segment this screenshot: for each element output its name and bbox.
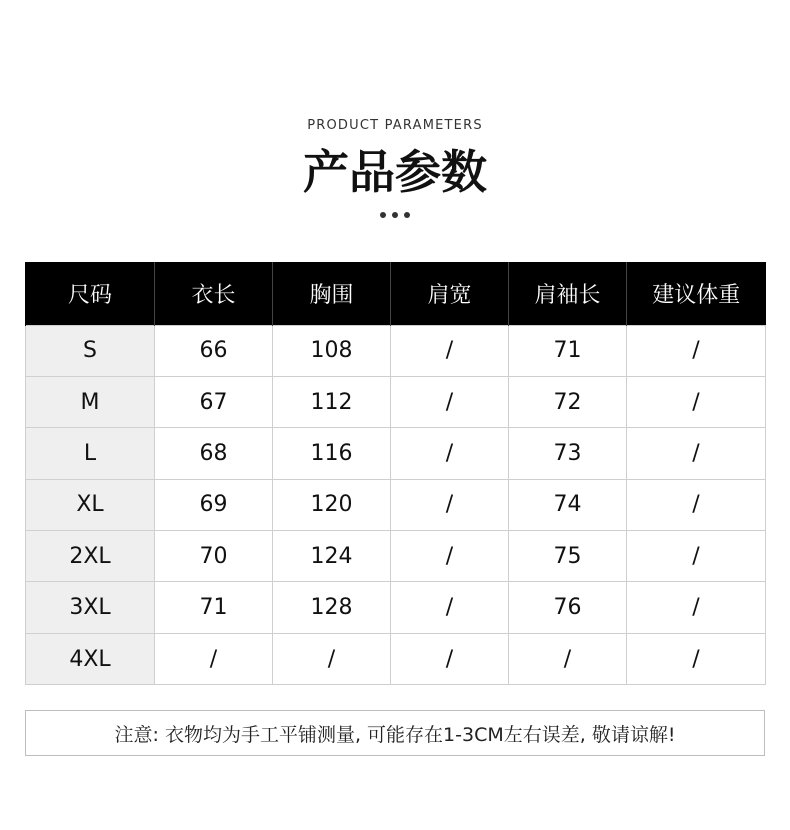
- shoulder-cell: /: [391, 428, 509, 479]
- size-cell: 3XL: [26, 582, 155, 633]
- chest-cell: 128: [273, 582, 391, 633]
- table-row: [26, 376, 766, 427]
- size-cell: 2XL: [26, 531, 155, 582]
- size-cell: M: [26, 376, 155, 427]
- measurement-note: [25, 710, 765, 756]
- shoulder-cell: /: [391, 531, 509, 582]
- column-header-shoulder: 肩宽: [391, 262, 509, 325]
- header-row: [26, 262, 766, 325]
- shoulder-cell: /: [391, 479, 509, 530]
- length-cell: 69: [155, 479, 273, 530]
- length-cell: 68: [155, 428, 273, 479]
- table-row: [26, 325, 766, 376]
- table-row: [26, 582, 766, 633]
- weight-cell: /: [627, 376, 766, 427]
- page-title: 产品参数: [303, 145, 487, 199]
- table-row: [26, 479, 766, 530]
- size-cell: L: [26, 428, 155, 479]
- sleeve-cell: /: [509, 633, 627, 684]
- chest-cell: 112: [273, 376, 391, 427]
- shoulder-cell: /: [391, 633, 509, 684]
- shoulder-cell: /: [391, 582, 509, 633]
- table-row: [26, 633, 766, 684]
- table-header: [26, 262, 766, 325]
- weight-cell: /: [627, 531, 766, 582]
- column-header-size: 尺码: [26, 262, 155, 325]
- table-row: [26, 428, 766, 479]
- column-header-chest: 胸围: [273, 262, 391, 325]
- shoulder-cell: /: [391, 376, 509, 427]
- section-subtitle: PRODUCT PARAMETERS: [307, 118, 483, 133]
- chest-cell: 120: [273, 479, 391, 530]
- dot-icon: [404, 212, 410, 218]
- length-cell: 67: [155, 376, 273, 427]
- length-cell: /: [155, 633, 273, 684]
- column-header-weight: 建议体重: [627, 262, 766, 325]
- size-cell: XL: [26, 479, 155, 530]
- weight-cell: /: [627, 325, 766, 376]
- sleeve-cell: 74: [509, 479, 627, 530]
- size-cell: 4XL: [26, 633, 155, 684]
- chest-cell: /: [273, 633, 391, 684]
- weight-cell: /: [627, 479, 766, 530]
- sleeve-cell: 75: [509, 531, 627, 582]
- column-header-sleeve: 肩袖长: [509, 262, 627, 325]
- decorative-dots: [0, 212, 790, 218]
- shoulder-cell: /: [391, 325, 509, 376]
- sleeve-cell: 76: [509, 582, 627, 633]
- size-cell: S: [26, 325, 155, 376]
- size-table: [25, 262, 766, 685]
- chest-cell: 116: [273, 428, 391, 479]
- chest-cell: 124: [273, 531, 391, 582]
- weight-cell: /: [627, 582, 766, 633]
- column-header-length: 衣长: [155, 262, 273, 325]
- weight-cell: /: [627, 633, 766, 684]
- dot-icon: [392, 212, 398, 218]
- length-cell: 66: [155, 325, 273, 376]
- sleeve-cell: 72: [509, 376, 627, 427]
- sleeve-cell: 71: [509, 325, 627, 376]
- chest-cell: 108: [273, 325, 391, 376]
- length-cell: 70: [155, 531, 273, 582]
- table-body: [26, 325, 766, 685]
- weight-cell: /: [627, 428, 766, 479]
- sleeve-cell: 73: [509, 428, 627, 479]
- note-text: 注意: 衣物均为手工平铺测量, 可能存在1-3CM左右误差, 敬请谅解!: [114, 723, 676, 746]
- length-cell: 71: [155, 582, 273, 633]
- dot-icon: [380, 212, 386, 218]
- table-row: [26, 531, 766, 582]
